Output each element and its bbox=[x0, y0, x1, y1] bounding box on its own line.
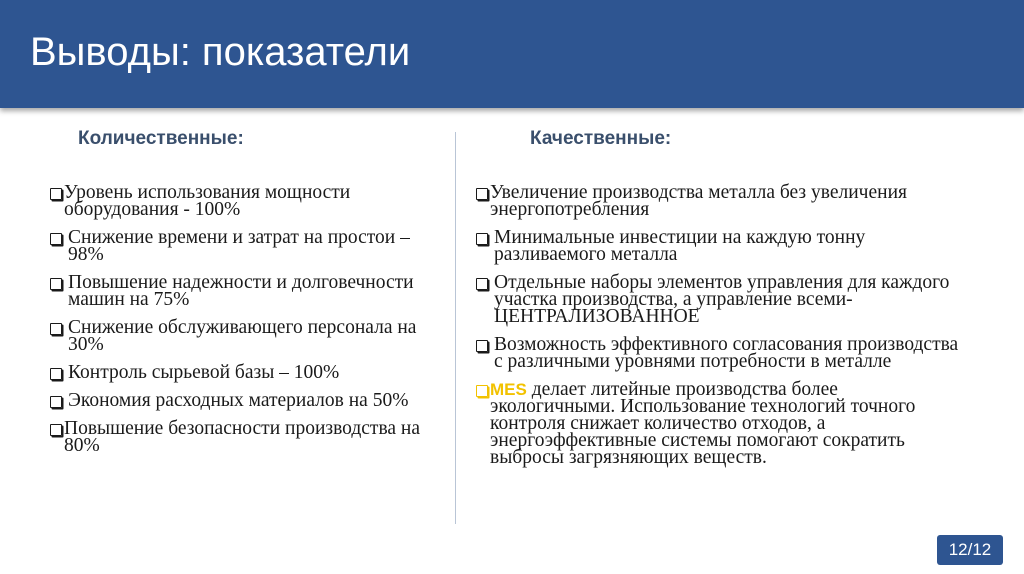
quantitative-list bbox=[49, 184, 449, 465]
list-item bbox=[475, 336, 965, 370]
list-item-text: Минимальные инвестиции на каждую тонну разливаемого металла bbox=[494, 227, 866, 265]
list-item bbox=[49, 420, 449, 454]
list-item bbox=[49, 392, 449, 409]
checkbox-bullet-icon bbox=[476, 278, 488, 290]
checkbox-bullet-icon bbox=[50, 323, 62, 335]
list-item-text: Экономия расходных материалов на 50% bbox=[68, 390, 409, 411]
checkbox-bullet-icon bbox=[476, 385, 488, 397]
list-item bbox=[49, 274, 449, 308]
list-item-text: Снижение обслуживающего персонала на 30% bbox=[68, 317, 417, 355]
qualitative-list bbox=[475, 184, 965, 477]
checkbox-bullet-icon bbox=[50, 278, 62, 290]
list-item-text: Отдельные наборы элементов управления для каждого участка производства, а управление всеми- ЦЕНТРАЛИЗОВАННОЕ bbox=[494, 272, 950, 327]
page-number-badge: 12/12 bbox=[937, 535, 1003, 565]
checkbox-bullet-icon bbox=[50, 396, 62, 408]
right-column-heading: Качественные: bbox=[530, 128, 672, 149]
left-column-heading: Количественные: bbox=[78, 128, 244, 149]
column-divider bbox=[455, 132, 456, 524]
slide-title: Выводы: показатели bbox=[30, 30, 411, 74]
list-item bbox=[49, 364, 449, 381]
list-item-text: Увеличение производства металла без увеличения энергопотребления bbox=[490, 182, 907, 220]
list-item-text: Повышение надежности и долговечности машин на 75% bbox=[68, 272, 414, 310]
list-item bbox=[49, 229, 449, 263]
checkbox-bullet-icon bbox=[476, 233, 488, 245]
list-item bbox=[49, 184, 449, 218]
checkbox-bullet-icon bbox=[50, 368, 62, 380]
checkbox-bullet-icon bbox=[476, 188, 488, 200]
list-item-mes bbox=[475, 381, 965, 466]
list-item bbox=[475, 229, 965, 263]
list-item bbox=[49, 319, 449, 353]
list-item-text: делает литейные производства более экологичными. Использование технологий точного контроля снижает количество отходов, а энергоэффективные системы помогают сократить выбросы загрязняющих веществ. bbox=[490, 379, 916, 468]
mes-label: MES bbox=[490, 380, 527, 399]
list-item-text: Возможность эффективного согласования производства с различными уровнями потребности в металле bbox=[494, 334, 959, 372]
checkbox-bullet-icon bbox=[50, 424, 62, 436]
checkbox-bullet-icon bbox=[476, 340, 488, 352]
list-item bbox=[475, 274, 965, 325]
slide-header bbox=[0, 0, 1024, 108]
list-item-text: Уровень использования мощности оборудования - 100% bbox=[64, 182, 351, 220]
checkbox-bullet-icon bbox=[50, 188, 62, 200]
list-item-text: Повышение безопасности производства на 80% bbox=[64, 418, 421, 456]
list-item bbox=[475, 184, 965, 218]
checkbox-bullet-icon bbox=[50, 233, 62, 245]
list-item-text: Снижение времени и затрат на простои – 98% bbox=[68, 227, 410, 265]
list-item-text: Контроль сырьевой базы – 100% bbox=[68, 362, 340, 383]
